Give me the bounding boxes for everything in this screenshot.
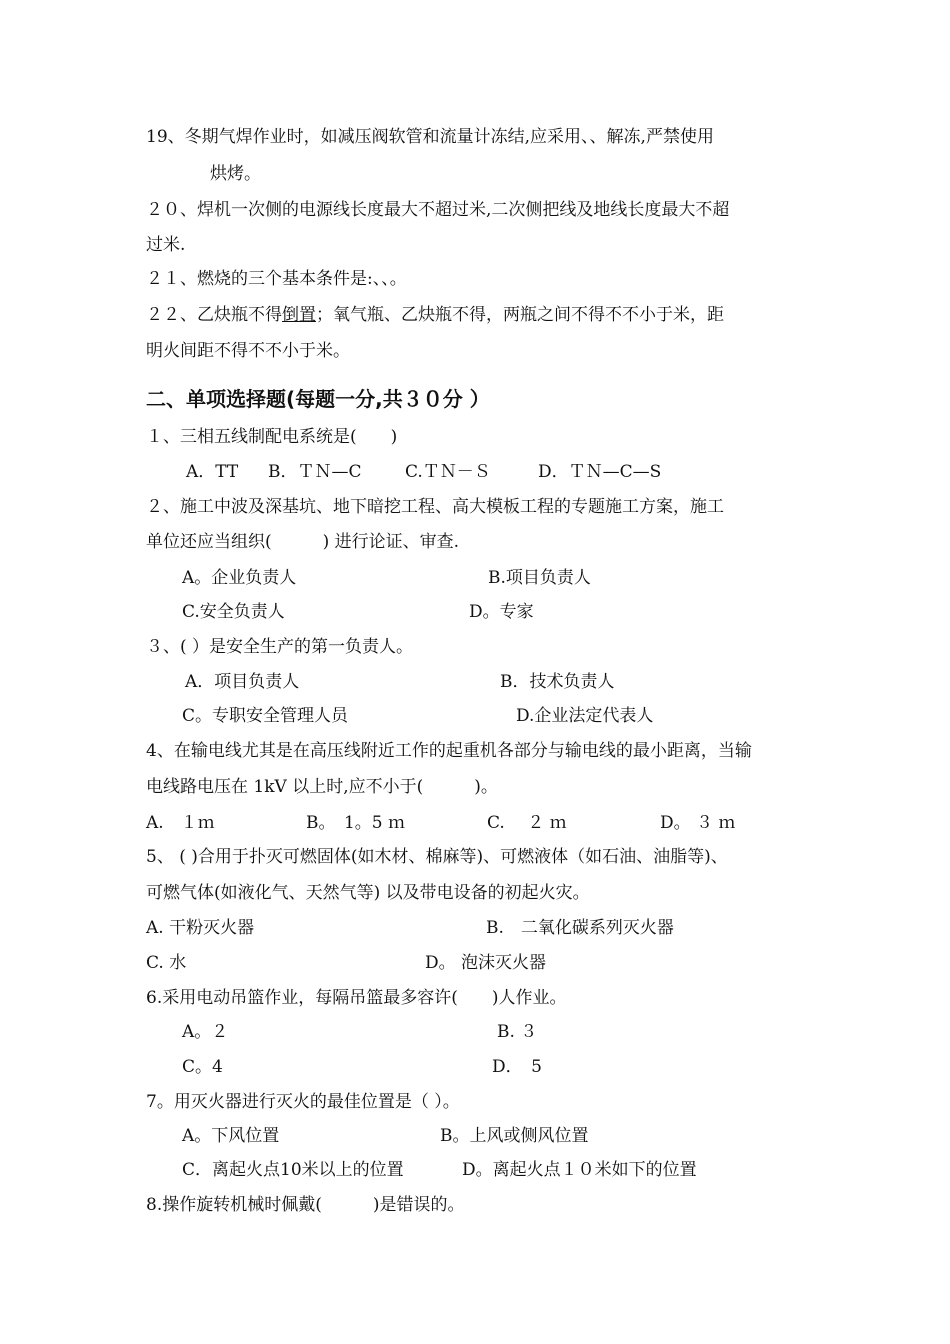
q7-option-b: B。上风或侧风位置	[440, 1126, 589, 1146]
q21-line1: ２１、燃烧的三个基本条件是:、、。	[146, 269, 407, 289]
q5-stem-line2: 可燃气体(如液化气、天然气等) 以及带电设备的初起火灾。	[146, 883, 590, 903]
q4-option-b: B。 1。5 ｍ	[306, 813, 406, 833]
q6-option-b: B. ３	[497, 1022, 538, 1042]
q5-stem-line1: 5、 ( )合用于扑灭可燃固体(如木材、棉麻等)、可燃液体（如石油、油脂等)、	[146, 847, 728, 867]
q2-option-b: B.项目负责人	[488, 568, 591, 588]
q22-text-b: ；氧气瓶、乙炔瓶不得，两瓶之间不得不不小于米，距	[316, 305, 724, 325]
q1-stem: １、三相五线制配电系统是( )	[146, 427, 398, 447]
q22-line2: 明火间距不得不不小于米。	[146, 341, 350, 361]
q3-stem: ３、( ）是安全生产的第一负责人。	[146, 637, 414, 657]
q1-option-a: A．TT	[186, 462, 239, 482]
q3-option-c: C。专职安全管理人员	[182, 706, 349, 726]
q7-option-c: C．离起火点10米以上的位置	[182, 1160, 404, 1180]
q7-option-a: A。下风位置	[182, 1126, 280, 1146]
section-heading: 二、单项选择题(每题一分,共３０分 ）	[146, 387, 490, 411]
q2-option-a: A。企业负责人	[182, 568, 297, 588]
q4-option-a: A. １ｍ	[146, 813, 215, 833]
q4-option-c: C. ２ ｍ	[487, 813, 567, 833]
q22-line1	[146, 304, 724, 326]
q5-option-b: B. 二氧化碳系列灭火器	[486, 918, 674, 938]
q4-stem-line1: 4、在输电线尤其是在高压线附近工作的起重机各部分与输电线的最小距离，当输	[146, 741, 752, 761]
q20-line1: ２０、焊机一次侧的电源线长度最大不超过米,二次侧把线及地线长度最大不超	[146, 200, 730, 220]
q3-option-a: A．项目负责人	[185, 672, 300, 692]
q1-option-c: C.ＴＮ－Ｓ	[405, 462, 491, 482]
q2-option-c: C.安全负责人	[182, 602, 285, 622]
q6-option-a: A。２	[182, 1022, 229, 1042]
q6-option-c: C。4	[182, 1057, 223, 1077]
q7-option-d: D。离起火点１０米如下的位置	[462, 1160, 697, 1180]
q4-option-d: D。 ３ ｍ	[660, 813, 736, 833]
q7-stem: 7。用灭火器进行灭火的最佳位置是（ ）。	[146, 1092, 460, 1112]
q19-line2: 烘烤。	[210, 164, 261, 184]
q3-option-b: B．技术负责人	[500, 672, 615, 692]
q20-line2: 过米.	[146, 235, 186, 255]
q22-text-a: ２２、乙炔瓶不得	[146, 305, 282, 325]
q5-option-c: C. 水	[146, 953, 187, 973]
q4-stem-line2: 电线路电压在 1kV 以上时,应不小于( )。	[146, 777, 498, 797]
q2-option-d: D。专家	[469, 602, 534, 622]
q1-option-d: D．ＴＮ—C—S	[538, 462, 662, 482]
q3-option-d: D.企业法定代表人	[516, 706, 654, 726]
q1-option-b: B．ＴＮ—C	[268, 462, 362, 482]
q6-option-d: D． 5	[492, 1057, 542, 1077]
q8-stem: 8.操作旋转机械时佩戴( )是错误的。	[146, 1195, 465, 1215]
q22-underlined-word: 倒置	[282, 305, 316, 325]
q2-stem-line1: ２、施工中波及深基坑、地下暗挖工程、高大模板工程的专题施工方案，施工	[146, 497, 724, 517]
q19-line1: 19、冬期气焊作业时，如减压阀软管和流量计冻结,应采用、、解冻,严禁使用	[146, 127, 714, 147]
q2-stem-line2: 单位还应当组织( ) 进行论证、审查.	[146, 532, 460, 552]
q5-option-d: D。 泡沫灭火器	[425, 953, 547, 973]
q6-stem: 6.采用电动吊篮作业，每隔吊篮最多容许( )人作业。	[146, 988, 567, 1008]
q5-option-a: A. 干粉灭火器	[146, 918, 255, 938]
